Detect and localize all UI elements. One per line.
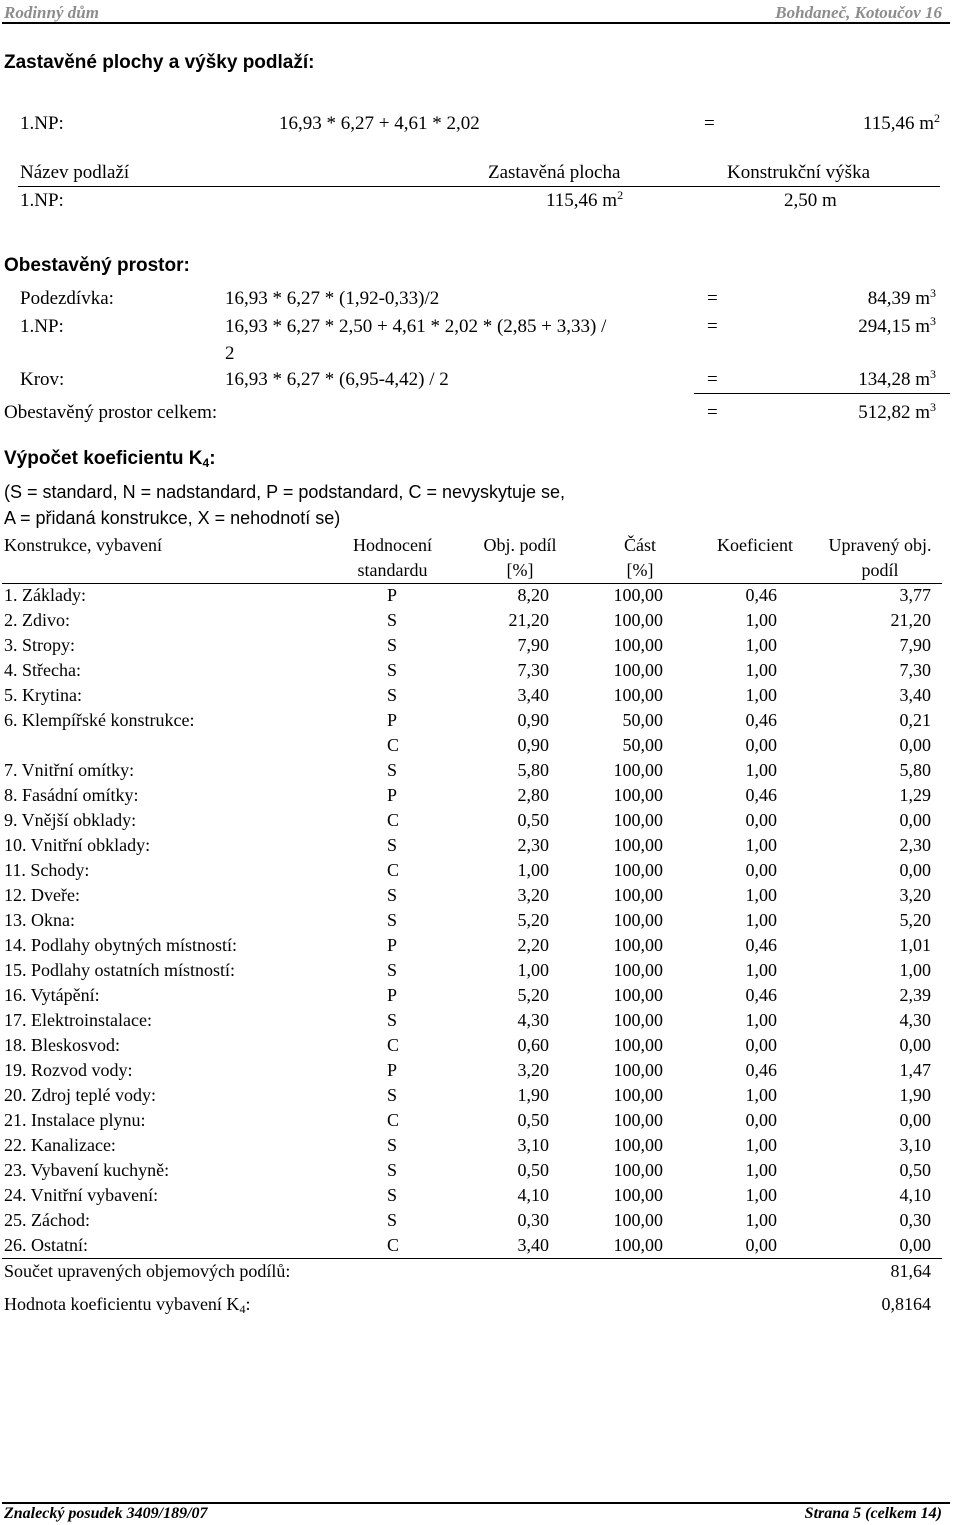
row-rating: S xyxy=(387,910,398,930)
row-coefficient: 1,00 xyxy=(745,1210,777,1230)
row-construction: 10. Vnitřní obklady: xyxy=(4,835,151,855)
row-construction: 22. Kanalizace: xyxy=(4,1135,116,1155)
row-rating: S xyxy=(387,1135,398,1155)
row-rating: S xyxy=(387,960,398,980)
row-construction: 16. Vytápění: xyxy=(4,985,100,1005)
row-rating: P xyxy=(387,585,398,605)
built-area-result: 115,46 $m^2$ xyxy=(862,111,940,134)
col-part-unit: [%] xyxy=(626,560,654,580)
col-construction: Konstrukce, vybavení xyxy=(4,535,162,555)
volume-total-label: Obestavěný prostor celkem: xyxy=(4,402,218,423)
row-rating: S xyxy=(387,1160,398,1180)
row-part: 100,00 xyxy=(613,1235,663,1255)
row-rating: C xyxy=(387,1110,400,1130)
row-adjusted-share: 0,00 xyxy=(899,1110,931,1130)
row-rating: S xyxy=(387,1210,398,1230)
row-part: 100,00 xyxy=(613,1185,663,1205)
row-construction: 5. Krytina: xyxy=(4,685,82,705)
row-construction: 1. Základy: xyxy=(4,585,86,605)
row-volume-share: 3,40 xyxy=(517,685,549,705)
col-volume-share-unit: [%] xyxy=(506,560,534,580)
row-adjusted-share: 4,10 xyxy=(899,1185,931,1205)
row-rating: C xyxy=(387,1235,400,1255)
col-built-area: Zastavěná plocha xyxy=(488,162,621,183)
row-adjusted-share: 0,21 xyxy=(899,710,931,730)
col-adjusted-share: Upravený obj. xyxy=(828,535,932,555)
row-adjusted-share: 5,20 xyxy=(899,910,931,930)
coef-legend-line2: A = přidaná konstrukce, X = nehodnotí se) xyxy=(4,508,341,528)
col-rating: Hodnocení xyxy=(353,535,432,555)
col-floor-name: Název podlaží xyxy=(20,162,130,183)
row-rating: S xyxy=(387,1085,398,1105)
row-volume-share: 3,10 xyxy=(517,1135,549,1155)
row-volume-share: 0,30 xyxy=(517,1210,549,1230)
volume-row-eq: = xyxy=(707,288,718,309)
row-part: 100,00 xyxy=(613,1135,663,1155)
row-adjusted-share: 2,30 xyxy=(899,835,931,855)
row-volume-share: 7,90 xyxy=(517,635,549,655)
row-volume-share: 0,90 xyxy=(517,735,549,755)
col-coefficient: Koeficient xyxy=(717,535,793,555)
row-rating: S xyxy=(387,1010,398,1030)
row-construction: 26. Ostatní: xyxy=(4,1235,88,1255)
row-construction: 8. Fasádní omítky: xyxy=(4,785,139,805)
row-adjusted-share: 3,40 xyxy=(899,685,931,705)
row-construction: 24. Vnitřní vybavení: xyxy=(4,1185,159,1205)
header-rule xyxy=(2,22,950,24)
col-rating-2: standardu xyxy=(357,560,428,580)
sum-value: 81,64 xyxy=(890,1261,931,1281)
row-part: 100,00 xyxy=(613,885,663,905)
volume-row-result: 84,39 $m^3$ xyxy=(867,286,936,309)
row-coefficient: 1,00 xyxy=(745,960,777,980)
volume-row-formula-cont: 2 xyxy=(225,343,235,364)
row-volume-share: 2,20 xyxy=(517,935,549,955)
row-part: 100,00 xyxy=(613,810,663,830)
floor-name: 1.NP: xyxy=(20,190,64,211)
row-coefficient: 0,00 xyxy=(745,735,777,755)
volume-row-formula: 16,93 * 6,27 * (1,92-0,33)/2 xyxy=(225,288,440,309)
row-volume-share: 1,90 xyxy=(517,1085,549,1105)
row-part: 100,00 xyxy=(613,960,663,980)
row-rating: P xyxy=(387,985,398,1005)
row-part: 100,00 xyxy=(613,1210,663,1230)
row-adjusted-share: 1,90 xyxy=(899,1085,931,1105)
row-rating: S xyxy=(387,685,398,705)
footer-right: Strana 5 (celkem 14) xyxy=(804,1505,942,1522)
row-part: 100,00 xyxy=(613,685,663,705)
volume-row-result: 134,28 $m^3$ xyxy=(858,367,936,390)
row-adjusted-share: 3,20 xyxy=(899,885,931,905)
row-adjusted-share: 7,90 xyxy=(899,635,931,655)
floor-table-rule xyxy=(18,186,940,187)
row-construction: 12. Dveře: xyxy=(4,885,80,905)
row-volume-share: 21,20 xyxy=(508,610,549,630)
built-area-eq: = xyxy=(704,113,715,134)
row-volume-share: 0,60 xyxy=(517,1035,549,1055)
row-coefficient: 0,46 xyxy=(745,935,777,955)
row-rating: S xyxy=(387,660,398,680)
row-volume-share: 8,20 xyxy=(517,585,549,605)
row-rating: C xyxy=(387,1035,400,1055)
volume-row-eq: = xyxy=(707,316,718,337)
row-construction: 18. Bleskosvod: xyxy=(4,1035,121,1055)
row-rating: P xyxy=(387,1060,398,1080)
row-construction: 20. Zdroj teplé vody: xyxy=(4,1085,156,1105)
volume-heading: Obestavěný prostor: xyxy=(4,255,190,276)
row-rating: S xyxy=(387,610,398,630)
row-rating: P xyxy=(387,710,398,730)
footer-left: Znalecký posudek 3409/189/07 xyxy=(4,1505,208,1522)
row-volume-share: 4,30 xyxy=(517,1010,549,1030)
row-coefficient: 1,00 xyxy=(745,1135,777,1155)
row-construction: 25. Záchod: xyxy=(4,1210,90,1230)
row-volume-share: 3,40 xyxy=(517,1235,549,1255)
row-part: 100,00 xyxy=(613,835,663,855)
row-coefficient: 1,00 xyxy=(745,1010,777,1030)
row-construction: 15. Podlahy ostatních místností: xyxy=(4,960,236,980)
row-construction: 2. Zdivo: xyxy=(4,610,70,630)
row-part: 50,00 xyxy=(622,710,663,730)
row-part: 100,00 xyxy=(613,1085,663,1105)
row-construction: 11. Schody: xyxy=(4,860,90,880)
row-coefficient: 1,00 xyxy=(745,910,777,930)
row-part: 100,00 xyxy=(613,985,663,1005)
volume-row-label: Krov: xyxy=(20,369,65,390)
row-rating: P xyxy=(387,785,398,805)
row-construction: 13. Okna: xyxy=(4,910,75,930)
row-volume-share: 5,20 xyxy=(517,985,549,1005)
coef-legend-line1: (S = standard, N = nadstandard, P = podstandard, C = nevyskytuje se, xyxy=(4,482,566,502)
row-part: 100,00 xyxy=(613,585,663,605)
coef-table-rule xyxy=(2,583,942,584)
built-area-formula: 16,93 * 6,27 + 4,61 * 2,02 xyxy=(279,113,480,134)
built-area-heading: Zastavěné plochy a výšky podlaží: xyxy=(4,52,315,73)
row-coefficient: 1,00 xyxy=(745,1185,777,1205)
row-volume-share: 3,20 xyxy=(517,1060,549,1080)
row-part: 100,00 xyxy=(613,1010,663,1030)
row-adjusted-share: 1,29 xyxy=(899,785,931,805)
row-adjusted-share: 0,00 xyxy=(899,810,931,830)
final-coef-value: 0,8164 xyxy=(881,1294,931,1314)
row-coefficient: 0,46 xyxy=(745,1060,777,1080)
row-adjusted-share: 3,77 xyxy=(899,585,931,605)
row-adjusted-share: 1,01 xyxy=(899,935,931,955)
volume-total-rule xyxy=(694,393,950,394)
row-part: 100,00 xyxy=(613,1110,663,1130)
row-coefficient: 0,46 xyxy=(745,710,777,730)
row-rating: S xyxy=(387,760,398,780)
row-adjusted-share: 0,00 xyxy=(899,1035,931,1055)
row-coefficient: 1,00 xyxy=(745,835,777,855)
row-coefficient: 1,00 xyxy=(745,1160,777,1180)
row-volume-share: 3,20 xyxy=(517,885,549,905)
row-construction: 7. Vnitřní omítky: xyxy=(4,760,135,780)
row-adjusted-share: 2,39 xyxy=(899,985,931,1005)
row-volume-share: 0,90 xyxy=(517,710,549,730)
built-area-label: 1.NP: xyxy=(20,113,64,134)
row-coefficient: 1,00 xyxy=(745,760,777,780)
row-rating: S xyxy=(387,635,398,655)
row-adjusted-share: 0,00 xyxy=(899,1235,931,1255)
row-rating: P xyxy=(387,935,398,955)
row-coefficient: 1,00 xyxy=(745,660,777,680)
volume-row-result: 294,15 $m^3$ xyxy=(858,314,936,337)
row-coefficient: 0,46 xyxy=(745,785,777,805)
row-coefficient: 1,00 xyxy=(745,635,777,655)
row-volume-share: 2,80 xyxy=(517,785,549,805)
sum-label: Součet upravených objemových podílů: xyxy=(4,1261,291,1281)
volume-row-label: 1.NP: xyxy=(20,316,64,337)
row-adjusted-share: 0,00 xyxy=(899,735,931,755)
row-part: 100,00 xyxy=(613,1160,663,1180)
final-coef-label: Hodnota koeficientu vybavení $K_4$: xyxy=(4,1294,251,1316)
row-coefficient: 0,00 xyxy=(745,860,777,880)
row-part: 50,00 xyxy=(622,735,663,755)
row-coefficient: 0,00 xyxy=(745,1110,777,1130)
row-volume-share: 1,00 xyxy=(517,860,549,880)
row-volume-share: 5,20 xyxy=(517,910,549,930)
row-part: 100,00 xyxy=(613,1035,663,1055)
row-coefficient: 0,46 xyxy=(745,985,777,1005)
floor-height: 2,50 m xyxy=(784,190,837,211)
coef-heading: Výpočet koeficientu $K_4$: xyxy=(4,448,216,470)
row-rating: S xyxy=(387,885,398,905)
row-volume-share: 4,10 xyxy=(517,1185,549,1205)
volume-row-eq: = xyxy=(707,369,718,390)
row-volume-share: 0,50 xyxy=(517,810,549,830)
col-construction-height: Konstrukční výška xyxy=(727,162,871,183)
row-volume-share: 0,50 xyxy=(517,1160,549,1180)
row-coefficient: 0,00 xyxy=(745,1235,777,1255)
volume-total-eq: = xyxy=(707,402,718,423)
col-volume-share: Obj. podíl xyxy=(483,535,557,555)
row-adjusted-share: 4,30 xyxy=(899,1010,931,1030)
row-volume-share: 1,00 xyxy=(517,960,549,980)
row-construction: 19. Rozvod vody: xyxy=(4,1060,133,1080)
volume-row-label: Podezdívka: xyxy=(20,288,114,309)
row-rating: C xyxy=(387,810,400,830)
row-rating: S xyxy=(387,1185,398,1205)
row-construction: 21. Instalace plynu: xyxy=(4,1110,146,1130)
row-coefficient: 1,00 xyxy=(745,685,777,705)
footer-rule xyxy=(2,1502,950,1504)
col-part: Část xyxy=(623,535,656,555)
volume-row-formula: 16,93 * 6,27 * (6,95-4,42) / 2 xyxy=(225,369,449,390)
row-volume-share: 7,30 xyxy=(517,660,549,680)
row-construction: 3. Stropy: xyxy=(4,635,76,655)
col-adjusted-share-2: podíl xyxy=(861,560,899,580)
row-part: 100,00 xyxy=(613,910,663,930)
row-construction: 9. Vnější obklady: xyxy=(4,810,137,830)
row-coefficient: 0,00 xyxy=(745,1035,777,1055)
coef-sum-rule xyxy=(2,1258,942,1259)
row-rating: S xyxy=(387,835,398,855)
row-adjusted-share: 0,30 xyxy=(899,1210,931,1230)
row-part: 100,00 xyxy=(613,1060,663,1080)
row-coefficient: 1,00 xyxy=(745,1085,777,1105)
row-construction: 6. Klempířské konstrukce: xyxy=(4,710,195,730)
floor-area: 115,46 $m^2$ xyxy=(546,188,624,211)
volume-total-result: 512,82 $m^3$ xyxy=(858,400,936,423)
row-part: 100,00 xyxy=(613,785,663,805)
row-adjusted-share: 7,30 xyxy=(899,660,931,680)
row-part: 100,00 xyxy=(613,635,663,655)
row-coefficient: 1,00 xyxy=(745,610,777,630)
row-part: 100,00 xyxy=(613,860,663,880)
header-left: Rodinný dům xyxy=(4,3,99,22)
row-construction: 17. Elektroinstalace: xyxy=(4,1010,152,1030)
row-volume-share: 0,50 xyxy=(517,1110,549,1130)
row-construction: 14. Podlahy obytných místností: xyxy=(4,935,238,955)
row-construction: 23. Vybavení kuchyně: xyxy=(4,1160,170,1180)
row-adjusted-share: 5,80 xyxy=(899,760,931,780)
row-volume-share: 5,80 xyxy=(517,760,549,780)
row-adjusted-share: 3,10 xyxy=(899,1135,931,1155)
row-adjusted-share: 0,50 xyxy=(899,1160,931,1180)
volume-row-formula: 16,93 * 6,27 * 2,50 + 4,61 * 2,02 * (2,85 + 3,33) / xyxy=(225,316,607,337)
row-part: 100,00 xyxy=(613,660,663,680)
row-adjusted-share: 1,47 xyxy=(899,1060,931,1080)
row-rating: C xyxy=(387,860,400,880)
row-coefficient: 1,00 xyxy=(745,885,777,905)
row-construction: 4. Střecha: xyxy=(4,660,81,680)
row-adjusted-share: 1,00 xyxy=(899,960,931,980)
row-coefficient: 0,00 xyxy=(745,810,777,830)
row-part: 100,00 xyxy=(613,610,663,630)
row-part: 100,00 xyxy=(613,760,663,780)
row-coefficient: 0,46 xyxy=(745,585,777,605)
row-volume-share: 2,30 xyxy=(517,835,549,855)
header-right: Bohdaneč, Kotoučov 16 xyxy=(775,3,942,22)
row-adjusted-share: 0,00 xyxy=(899,860,931,880)
row-part: 100,00 xyxy=(613,935,663,955)
row-rating: C xyxy=(387,735,400,755)
row-adjusted-share: 21,20 xyxy=(890,610,931,630)
